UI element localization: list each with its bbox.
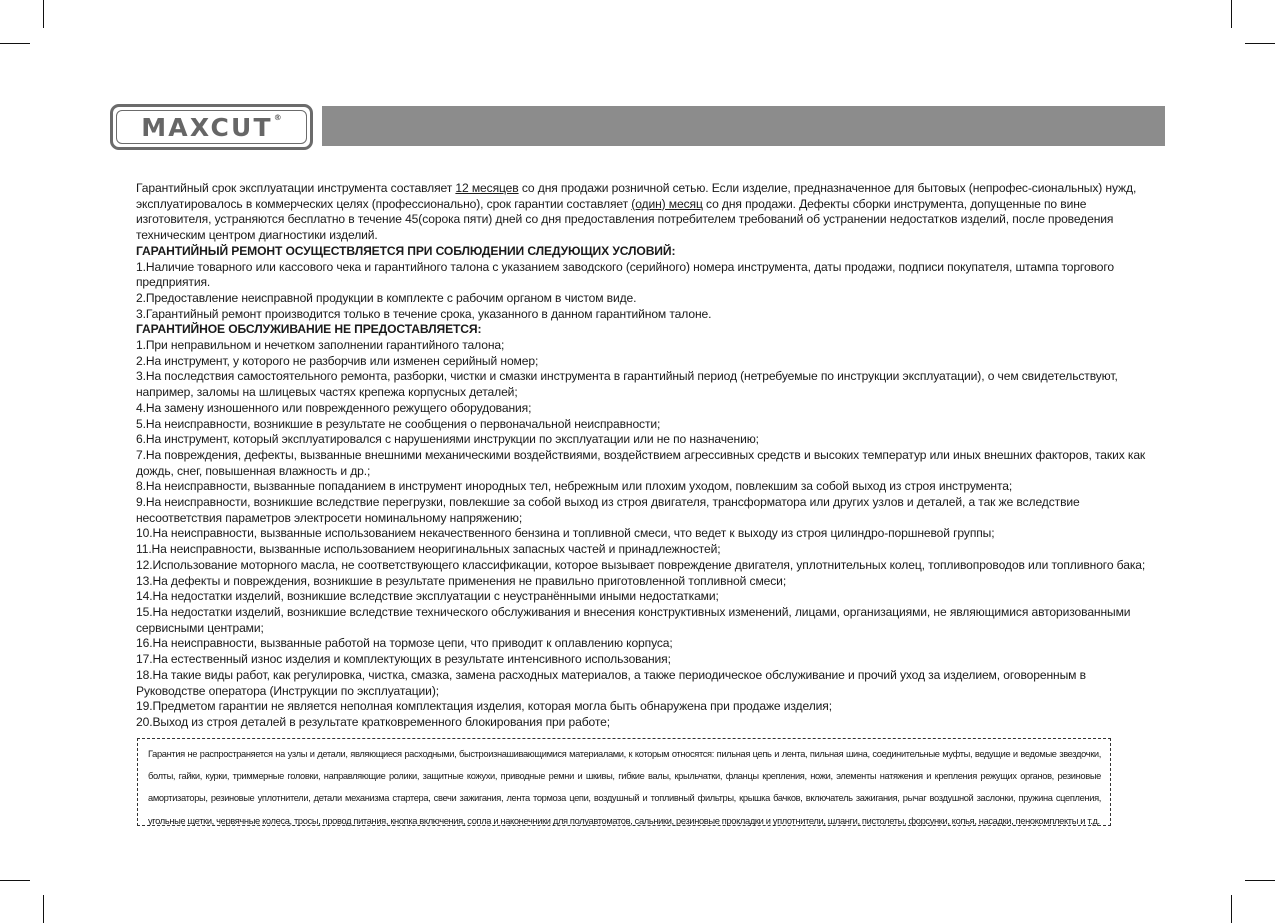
logo-wordmark: MAXCUT bbox=[141, 112, 273, 142]
intro-part-3: со дня продажи. Дефекты сборки инструмента, допущенные по вине изготовителя, устраняются бесплатно в течение 45(сорока пяти) дней со дня предоставления потребителем требований об устранении недостатков изделий, после проведения техническим центром диагностики изделий. bbox=[136, 196, 1114, 243]
brand-logo bbox=[110, 104, 313, 150]
logo-text bbox=[141, 113, 282, 142]
exclusion-item: 18.На такие виды работ, как регулировка, чистка, смазка, замена расходных материалов, а также периодическое обслуживание и прочий уход за изделием, оговоренным в Руководстве оператора (Инструкции по эксплуатации); bbox=[136, 667, 1086, 698]
crop-mark bbox=[0, 43, 30, 44]
warranty-text bbox=[136, 181, 1146, 731]
warranty-term: 12 месяцев bbox=[455, 181, 519, 195]
commercial-warranty-term: (один) месяц bbox=[631, 196, 703, 211]
exclusion-item: 14.На недостатки изделий, возникшие вследствие эксплуатации с неустранёнными иными недостатками; bbox=[136, 589, 719, 604]
crop-mark bbox=[1231, 895, 1232, 923]
exclusion-item: 10.На неисправности, вызванные использованием некачественного бензина и топливной смеси, что ведет к выходу из строя цилиндро-поршневой группы; bbox=[136, 526, 995, 541]
intro-paragraph bbox=[136, 181, 1146, 244]
exclusion-item: 12.Использование моторного масла, не соответствующего классификации, которое вызывает повреждение двигателя, уплотнительных колец, топливопроводов или топливного бака; bbox=[136, 557, 1146, 572]
exclusions-list bbox=[136, 338, 1146, 731]
exclusions-heading: ГАРАНТИЙНОЕ ОБСЛУЖИВАНИЕ НЕ ПРЕДОСТАВЛЯЕТСЯ: bbox=[136, 322, 482, 337]
exclusion-item: 6.На инструмент, который эксплуатировался с нарушениями инструкции по эксплуатации или не по назначению; bbox=[136, 432, 759, 447]
exclusion-item: 13.На дефекты и повреждения, возникшие в результате применения не правильно приготовленной топливной смеси; bbox=[136, 573, 787, 588]
page-header bbox=[110, 104, 1165, 150]
exclusion-item: 4.На замену изношенного или поврежденного режущего оборудования; bbox=[136, 400, 532, 415]
consumables-note: Гарантия не распространяется на узлы и детали, являющиеся расходными, быстроизнашивающимися материалами, к которым относятся: пильная цепь и лента, пильная шина, соединительные муфты, ведущие и ведомые звездочки, болты, гайки, курки, триммерные головки, направляющие ролики, защитные кожухи, приводные ремни и шкивы, гибкие валы, крыльчатки, фланцы крепления, ножи, элементы натяжения и крепления режущих органов, резиновые амортизаторы, резиновые уплотнители, детали механизма стартера, свечи зажигания, лента тормоза цепи, воздушный и топливный фильтры, крышка бачков, включатель зажигания, рычаг воздушной заслонки, пружина сцепления, угольные щетки, червячные колеса, тросы, провод питания, кнопка включения, сопла и наконечники для полуавтоматов, сальники, резиновые прокладки и уплотнители, шланги, пистолеты, форсунки, копья, насадки, пенокомплекты и т.д. bbox=[137, 738, 1111, 826]
exclusion-item: 16.На неисправности, вызванные работой на тормозе цепи, что приводит к оплавлению корпуса; bbox=[136, 636, 673, 651]
crop-mark bbox=[1231, 0, 1232, 28]
header-bar bbox=[322, 106, 1165, 146]
exclusion-item: 9.На неисправности, возникшие вследствие перегрузки, повлекшие за собой выход из строя двигателя, трансформатора или других узлов и деталей, а так же вследствие несоответствия параметров электросети номинальному напряжению; bbox=[136, 495, 1080, 525]
exclusion-item: 1.При неправильном и нечетком заполнении гарантийного талона; bbox=[136, 338, 505, 353]
intro-part-2: со дня продажи розничной сетью. Если изделие, предназначенное для бытовых (непрофес-сиональных) нужд, эксплуатировалось в коммерческих целях (профессионально), срок гарантии составляет bbox=[136, 181, 1137, 211]
exclusion-item: 19.Предметом гарантии не является неполная комплектация изделия, которая могла быть обнаружена при продаже изделия; bbox=[136, 699, 832, 714]
exclusion-item: 15.На недостатки изделий, возникшие вследствие технического обслуживания и внесения конструктивных изменений, лицами, организациями, не являющимися авторизованными сервисными центрами; bbox=[136, 604, 1131, 635]
crop-mark bbox=[1245, 880, 1275, 881]
conditions-list bbox=[136, 260, 1146, 323]
condition-item: 2.Предоставление неисправной продукции в комплекте с рабочим органом в чистом виде. bbox=[136, 290, 637, 305]
exclusion-item: 8.На неисправности, вызванные попаданием в инструмент инородных тел, небрежным или плохим уходом, повлекшим за собой выход из строя инструмента; bbox=[136, 479, 1013, 494]
exclusion-item: 11.На неисправности, вызванные использованием неоригинальных запасных частей и принадлежностей; bbox=[136, 542, 721, 557]
crop-mark bbox=[1245, 43, 1275, 44]
exclusion-item: 2.На инструмент, у которого не разборчив или изменен серийный номер; bbox=[136, 353, 539, 368]
registered-mark: ® bbox=[273, 112, 282, 122]
exclusion-item: 20.Выход из строя деталей в результате кратковременного блокирования при работе; bbox=[136, 714, 610, 729]
conditions-heading: ГАРАНТИЙНЫЙ РЕМОНТ ОСУЩЕСТВЛЯЕТСЯ ПРИ СОБЛЮДЕНИИ СЛЕДУЮЩИХ УСЛОВИЙ: bbox=[136, 243, 676, 258]
condition-item: 1.Наличие товарного или кассового чека и гарантийного талона с указанием заводского (серийного) номера инструмента, даты продажи, подписи покупателя, штампа торгового предприятия. bbox=[136, 259, 1114, 290]
exclusion-item: 17.На естественный износ изделия и комплектующих в результате интенсивного использования; bbox=[136, 652, 671, 667]
crop-mark bbox=[43, 895, 44, 923]
exclusion-item: 3.На последствия самостоятельного ремонта, разборки, чистки и смазки инструмента в гарантийный период (нетребуемые по инструкции эксплуатации), о чем свидетельствуют, например, заломы на шлицевых частях крепежа корпусных деталей; bbox=[136, 369, 1118, 400]
crop-mark bbox=[0, 880, 30, 881]
condition-item: 3.Гарантийный ремонт производится только в течение срока, указанного в данном гарантийном талоне. bbox=[136, 306, 712, 321]
crop-mark bbox=[43, 0, 44, 28]
exclusion-item: 5.На неисправности, возникшие в результате не сообщения о первоначальной неисправности; bbox=[136, 416, 661, 431]
intro-part-1: Гарантийный срок эксплуатации инструмента составляет bbox=[136, 181, 456, 195]
exclusion-item: 7.На повреждения, дефекты, вызванные внешними механическими воздействиями, воздействием агрессивных средств и высоких температур или иных внешних факторов, таких как дождь, снег, повышенная влажность и др.; bbox=[136, 447, 1146, 478]
